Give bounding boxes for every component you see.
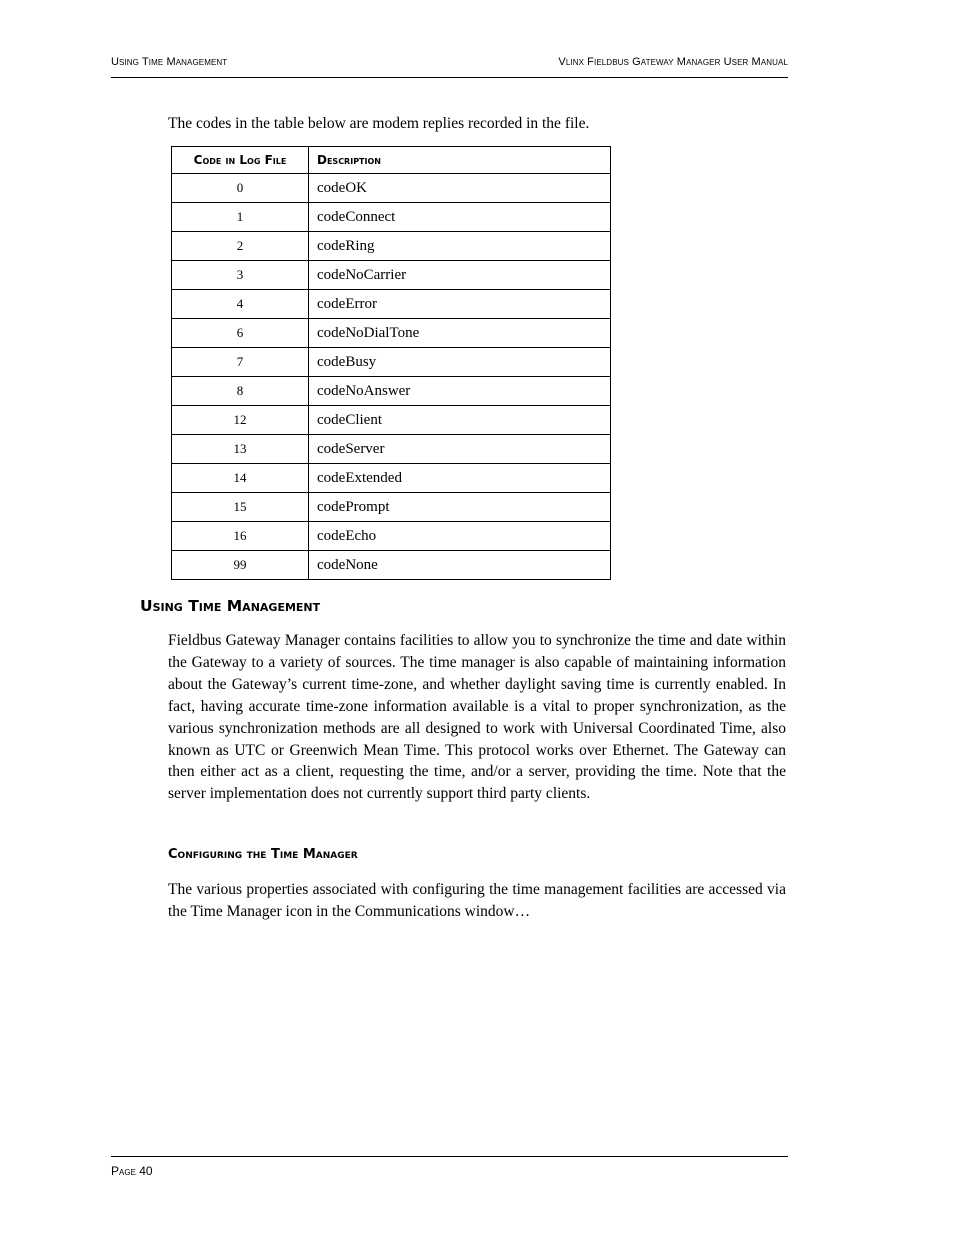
page-header xyxy=(111,56,788,78)
code-cell: 99 xyxy=(172,551,309,580)
description-cell: codePrompt xyxy=(309,493,611,522)
header-chapter-title: Using Time Management xyxy=(111,56,228,68)
description-cell: codeClient xyxy=(309,406,611,435)
table-header-row xyxy=(172,147,611,174)
column-header-code: Code in Log File xyxy=(172,147,309,174)
section-heading: Using Time Management xyxy=(140,597,321,615)
table-row xyxy=(172,319,611,348)
table-row xyxy=(172,435,611,464)
subsection-heading: Configuring the Time Manager xyxy=(168,847,358,862)
code-cell: 1 xyxy=(172,203,309,232)
description-cell: codeConnect xyxy=(309,203,611,232)
intro-text: The codes in the table below are modem replies recorded in the file. xyxy=(168,115,590,132)
code-cell: 6 xyxy=(172,319,309,348)
code-cell: 7 xyxy=(172,348,309,377)
description-cell: codeServer xyxy=(309,435,611,464)
table-row xyxy=(172,406,611,435)
description-cell: codeBusy xyxy=(309,348,611,377)
code-cell: 13 xyxy=(172,435,309,464)
description-cell: codeOK xyxy=(309,174,611,203)
table-row xyxy=(172,522,611,551)
page-footer xyxy=(111,1156,788,1178)
table-row xyxy=(172,203,611,232)
table-row xyxy=(172,377,611,406)
code-cell: 4 xyxy=(172,290,309,319)
table-row xyxy=(172,348,611,377)
table-row xyxy=(172,290,611,319)
section-body-paragraph: Fieldbus Gateway Manager contains facilities to allow you to synchronize the time and date within the Gateway to a variety of sources. The time manager is also capable of maintaining information about the Gateway’s current time-zone, and whether daylight saving time is currently enabled. In fact, having accurate time-zone information available is a vital to proper synchronization, as the various synchronization methods are all designed to work with Universal Coordinated Time, also known as UTC or Greenwich Mean Time. This protocol works over Ethernet. The Gateway can then either act as a client, requesting the time, and/or a server, providing the time. Note that the server implementation does not currently support third party clients. xyxy=(168,632,786,803)
table-row xyxy=(172,261,611,290)
description-cell: codeRing xyxy=(309,232,611,261)
description-cell: codeNoAnswer xyxy=(309,377,611,406)
code-cell: 14 xyxy=(172,464,309,493)
description-cell: codeNone xyxy=(309,551,611,580)
subsection-body-paragraph: The various properties associated with configuring the time management facilities are accessed via the Time Manager icon in the Communications window… xyxy=(168,881,786,920)
description-cell: codeNoCarrier xyxy=(309,261,611,290)
modem-codes-table xyxy=(171,146,611,580)
description-cell: codeExtended xyxy=(309,464,611,493)
code-cell: 16 xyxy=(172,522,309,551)
code-cell: 3 xyxy=(172,261,309,290)
code-cell: 8 xyxy=(172,377,309,406)
description-cell: codeEcho xyxy=(309,522,611,551)
code-cell: 12 xyxy=(172,406,309,435)
code-cell: 2 xyxy=(172,232,309,261)
description-cell: codeNoDialTone xyxy=(309,319,611,348)
table-row xyxy=(172,551,611,580)
table-row xyxy=(172,174,611,203)
code-cell: 15 xyxy=(172,493,309,522)
table-row xyxy=(172,493,611,522)
description-cell: codeError xyxy=(309,290,611,319)
header-manual-title: Vlinx Fieldbus Gateway Manager User Manual xyxy=(558,56,788,68)
code-cell: 0 xyxy=(172,174,309,203)
column-header-description: Description xyxy=(309,147,611,174)
page-number: Page 40 xyxy=(111,1164,153,1178)
table-row xyxy=(172,232,611,261)
table-row xyxy=(172,464,611,493)
